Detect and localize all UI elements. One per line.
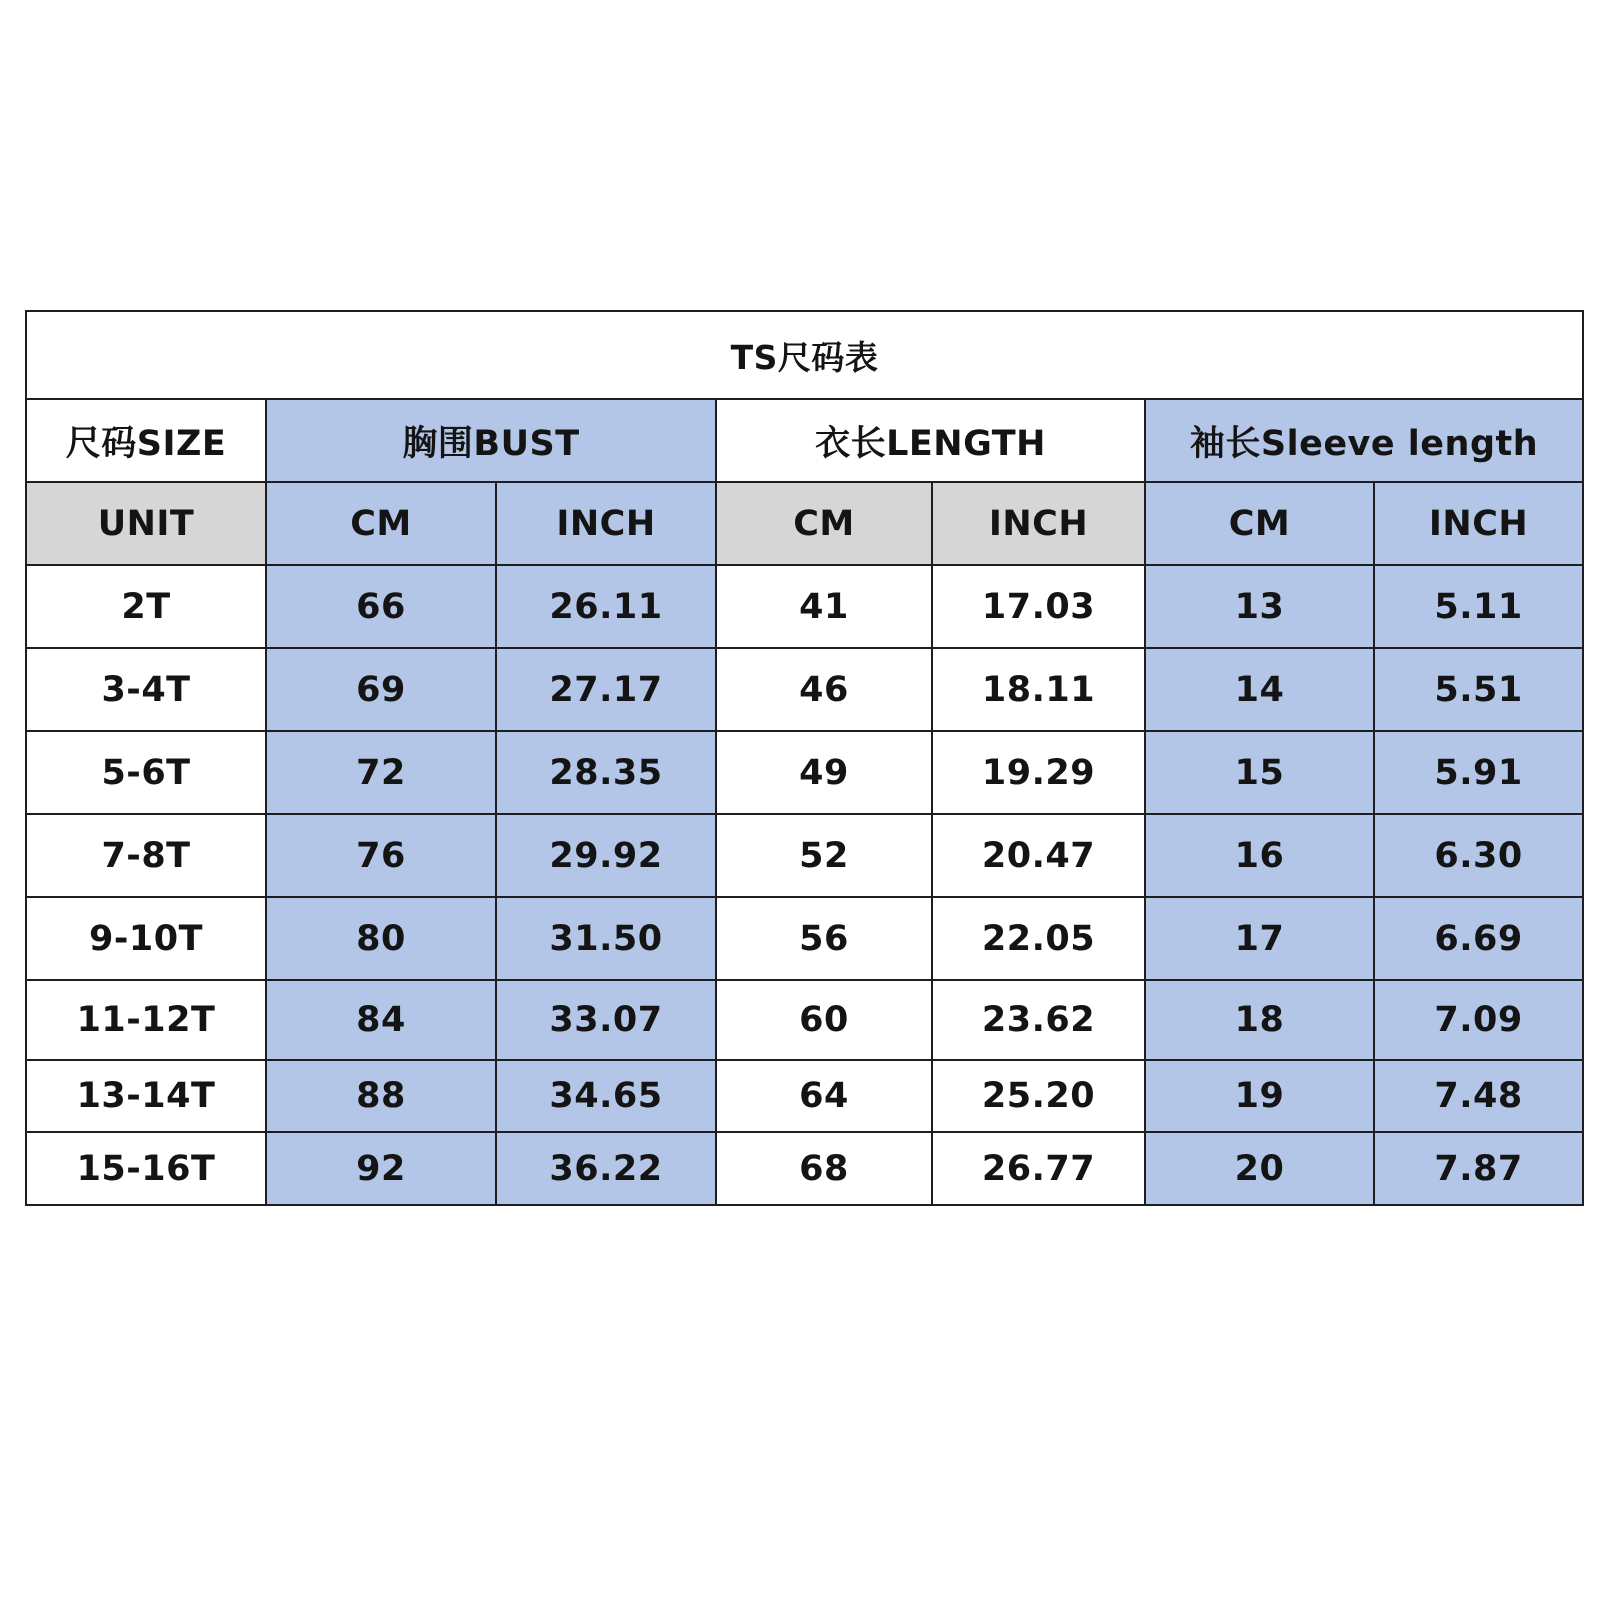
cell-bust-cm: 76 [266, 814, 496, 897]
table-row [26, 565, 1583, 648]
cell-length-inch: 17.03 [932, 565, 1145, 648]
cell-bust-inch: 34.65 [496, 1060, 716, 1132]
cell-length-cm: 68 [716, 1132, 932, 1205]
cell-sleeve-inch: 6.69 [1374, 897, 1583, 980]
table-row [26, 980, 1583, 1060]
unit-bust-cm: CM [266, 482, 496, 565]
cell-length-cm: 56 [716, 897, 932, 980]
cell-bust-inch: 26.11 [496, 565, 716, 648]
cell-sleeve-inch: 7.48 [1374, 1060, 1583, 1132]
unit-sleeve-inch: INCH [1374, 482, 1583, 565]
unit-row [26, 482, 1583, 565]
table-title: TS尺码表 [26, 311, 1583, 399]
cell-size: 9-10T [26, 897, 266, 980]
cell-bust-cm: 80 [266, 897, 496, 980]
cell-length-cm: 64 [716, 1060, 932, 1132]
cell-size: 11-12T [26, 980, 266, 1060]
cell-sleeve-cm: 14 [1145, 648, 1374, 731]
table-row [26, 1060, 1583, 1132]
cell-length-inch: 26.77 [932, 1132, 1145, 1205]
cell-size: 2T [26, 565, 266, 648]
cell-sleeve-cm: 20 [1145, 1132, 1374, 1205]
cell-sleeve-cm: 19 [1145, 1060, 1374, 1132]
header-bust: 胸围BUST [266, 399, 716, 482]
cell-bust-inch: 36.22 [496, 1132, 716, 1205]
cell-sleeve-inch: 6.30 [1374, 814, 1583, 897]
size-chart-table [25, 310, 1584, 1206]
cell-length-inch: 18.11 [932, 648, 1145, 731]
cell-sleeve-cm: 17 [1145, 897, 1374, 980]
cell-length-inch: 22.05 [932, 897, 1145, 980]
cell-sleeve-cm: 18 [1145, 980, 1374, 1060]
header-row [26, 399, 1583, 482]
cell-size: 5-6T [26, 731, 266, 814]
table-row [26, 731, 1583, 814]
header-size: 尺码SIZE [26, 399, 266, 482]
cell-bust-cm: 84 [266, 980, 496, 1060]
cell-bust-inch: 33.07 [496, 980, 716, 1060]
unit-label: UNIT [26, 482, 266, 565]
cell-length-cm: 60 [716, 980, 932, 1060]
cell-length-inch: 19.29 [932, 731, 1145, 814]
table-row [26, 897, 1583, 980]
table-row [26, 648, 1583, 731]
cell-bust-cm: 69 [266, 648, 496, 731]
cell-sleeve-inch: 5.51 [1374, 648, 1583, 731]
cell-sleeve-cm: 15 [1145, 731, 1374, 814]
cell-sleeve-cm: 13 [1145, 565, 1374, 648]
cell-bust-inch: 28.35 [496, 731, 716, 814]
cell-size: 13-14T [26, 1060, 266, 1132]
cell-length-inch: 25.20 [932, 1060, 1145, 1132]
cell-length-cm: 41 [716, 565, 932, 648]
table-body [26, 311, 1583, 1205]
header-length: 衣长LENGTH [716, 399, 1145, 482]
cell-length-cm: 52 [716, 814, 932, 897]
cell-bust-inch: 31.50 [496, 897, 716, 980]
cell-bust-cm: 88 [266, 1060, 496, 1132]
cell-sleeve-cm: 16 [1145, 814, 1374, 897]
cell-bust-cm: 92 [266, 1132, 496, 1205]
cell-sleeve-inch: 7.87 [1374, 1132, 1583, 1205]
table-row [26, 1132, 1583, 1205]
cell-bust-inch: 29.92 [496, 814, 716, 897]
cell-length-cm: 46 [716, 648, 932, 731]
cell-bust-inch: 27.17 [496, 648, 716, 731]
cell-length-cm: 49 [716, 731, 932, 814]
cell-length-inch: 23.62 [932, 980, 1145, 1060]
table-row [26, 814, 1583, 897]
cell-length-inch: 20.47 [932, 814, 1145, 897]
header-sleeve-length: 袖长Sleeve length [1145, 399, 1583, 482]
cell-size: 3-4T [26, 648, 266, 731]
unit-length-cm: CM [716, 482, 932, 565]
cell-size: 7-8T [26, 814, 266, 897]
unit-bust-inch: INCH [496, 482, 716, 565]
cell-bust-cm: 66 [266, 565, 496, 648]
cell-size: 15-16T [26, 1132, 266, 1205]
cell-sleeve-inch: 7.09 [1374, 980, 1583, 1060]
cell-bust-cm: 72 [266, 731, 496, 814]
cell-sleeve-inch: 5.11 [1374, 565, 1583, 648]
unit-sleeve-cm: CM [1145, 482, 1374, 565]
cell-sleeve-inch: 5.91 [1374, 731, 1583, 814]
unit-length-inch: INCH [932, 482, 1145, 565]
title-row [26, 311, 1583, 399]
